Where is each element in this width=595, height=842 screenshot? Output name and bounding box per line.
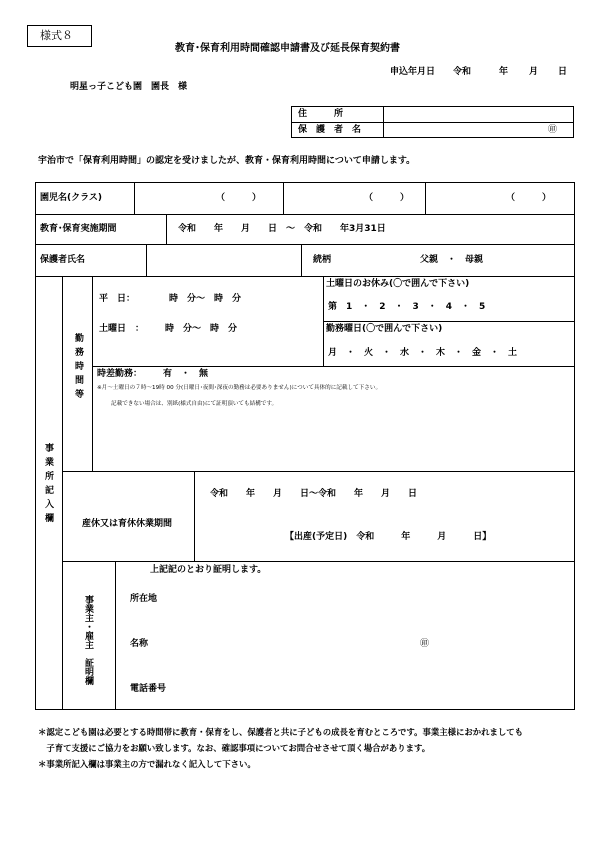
workdays-label: 勤務曜日(〇で囲んで下さい) xyxy=(326,324,443,334)
phone-label: 電話番号 xyxy=(130,684,167,694)
divider xyxy=(301,244,302,276)
divider xyxy=(115,561,116,710)
workdays-options[interactable]: 月 ・ 火 ・ 水 ・ 木 ・ 金 ・ 土 xyxy=(328,348,518,358)
divider xyxy=(134,182,135,214)
employer-section-label: 事業所記入欄 xyxy=(43,443,53,527)
footnote-1: ＊認定こども園は必要とする時間帯に教育・保育をし、保護者と共に子どもの成長を育むところです。事業主様におかれましても xyxy=(38,727,523,737)
shift-note-1: ※月～土曜日の７時～19時 00 分(日曜日･夜間･深夜の勤務は必要ありません)について具体的に記載して下さい。 xyxy=(97,385,382,391)
leave-due-date[interactable]: 【出産(予定日) 令和 年 月 日】 xyxy=(285,532,492,542)
divider xyxy=(146,244,147,276)
child-class-paren-1[interactable]: （ ） xyxy=(216,193,262,203)
divider xyxy=(283,182,284,214)
period-label: 教育･保育実施期間 xyxy=(40,224,117,234)
divider xyxy=(35,214,575,215)
divider xyxy=(425,182,426,214)
addressee: 明星っ子こども園 園長 様 xyxy=(70,82,188,92)
footnote-3: ＊事業所記入欄は事業主の方で漏れなく記入して下さい。 xyxy=(38,759,256,769)
application-date-year: 年 xyxy=(499,67,509,77)
weekday-label: 平 日： xyxy=(99,294,136,304)
address-field[interactable] xyxy=(385,107,572,121)
address-label: 住 所 xyxy=(298,109,344,119)
saturday-time[interactable]: 時 分～ 時 分 xyxy=(165,324,238,334)
divider xyxy=(323,321,575,322)
divider xyxy=(383,106,384,138)
employer-cert-label: 事業主･雇主 証明欄 xyxy=(83,595,93,685)
divider xyxy=(35,244,575,245)
child-name-label: 園児名(クラス) xyxy=(40,193,102,203)
cert-statement: 上記記のとおり証明します。 xyxy=(150,565,267,575)
leave-period[interactable]: 令和 年 月 日～令和 年 月 日 xyxy=(210,489,418,499)
period-text[interactable]: 令和 年 月 日 ～ 令和 年3月31日 xyxy=(178,224,386,234)
guardian-name-field[interactable] xyxy=(385,123,545,137)
saturday-label: 土曜日 ： xyxy=(99,324,145,334)
company-seal-mark: ㊞ xyxy=(420,639,430,649)
form-title: 教育･保育利用時間確認申請書及び延長保育契約書 xyxy=(175,43,400,54)
application-date-month: 月 xyxy=(529,67,539,77)
divider xyxy=(62,561,575,562)
company-name-label: 名称 xyxy=(130,639,149,649)
relation-label: 続柄 xyxy=(313,255,332,265)
application-date-day: 日 xyxy=(558,67,568,77)
divider xyxy=(323,276,324,366)
divider xyxy=(92,276,93,471)
divider xyxy=(92,366,575,367)
guardian-name-label: 保 護 者 名 xyxy=(298,125,362,135)
shift-options[interactable]: 有 ・ 無 xyxy=(163,369,209,379)
location-label: 所在地 xyxy=(130,594,158,604)
child-class-paren-2[interactable]: （ ） xyxy=(364,193,410,203)
divider xyxy=(62,276,63,710)
intro-text: 宇治市で「保育利用時間」の認定を受けましたが、教育・保育利用時間について申請します。 xyxy=(38,156,416,166)
guardian-label: 保護者氏名 xyxy=(40,255,86,265)
shift-note-2: 記載できない場合は、別紙(様式自由)にて証明頂いても結構です。 xyxy=(111,401,278,407)
main-table xyxy=(35,182,575,710)
divider xyxy=(35,276,575,277)
seal-mark: ㊞ xyxy=(548,125,558,135)
guardian-field[interactable] xyxy=(148,246,299,274)
saturday-off-label: 土曜日のお休み(〇で囲んで下さい) xyxy=(326,279,470,289)
form-label: 様式８ xyxy=(40,29,73,42)
saturday-off-options[interactable]: 第 1 ・ 2 ・ 3 ・ 4 ・ 5 xyxy=(328,302,486,312)
application-date-era: 令和 xyxy=(453,67,472,77)
footnote-2: 子育て支援にご協力をお願い致します。なお、確認事項についてお問合せさせて頂く場合があります。 xyxy=(38,743,431,753)
work-hours-label: 勤務時間等 xyxy=(73,333,83,403)
divider xyxy=(62,471,575,472)
child-class-paren-3[interactable]: （ ） xyxy=(506,193,552,203)
divider xyxy=(166,214,167,244)
application-date-label: 申込年月日 xyxy=(390,67,436,77)
divider xyxy=(194,471,195,561)
weekday-time[interactable]: 時 分～ 時 分 xyxy=(169,294,242,304)
relation-options[interactable]: 父親 ・ 母親 xyxy=(420,255,484,265)
shift-label: 時差勤務： xyxy=(97,369,143,379)
leave-label: 産休又は育休休業期間 xyxy=(82,519,173,529)
